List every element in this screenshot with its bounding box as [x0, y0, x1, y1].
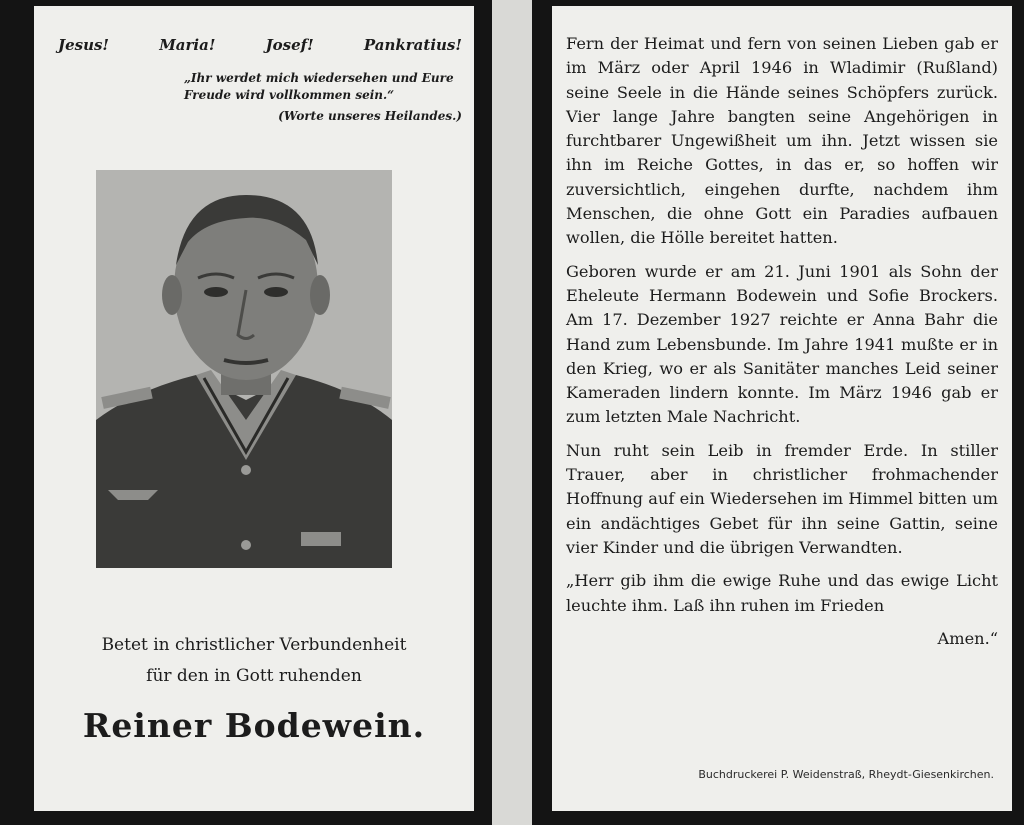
saints-heading: [58, 36, 462, 54]
left-card: [0, 0, 492, 825]
quote-source: (Worte unseres Heilandes.): [278, 109, 462, 123]
amen: Amen.“: [937, 628, 998, 648]
right-page: [552, 6, 1012, 811]
printer-imprint: Buchdruckerei P. Weidenstraß, Rheydt-Giesenkirchen.: [698, 768, 994, 781]
paragraph-mourning: Nun ruht sein Leib in fremder Erde. In stiller Trauer, aber in christlicher frohmachender Hoffnung auf ein Wiedersehen im Himmel bitten um ein andächtiges Gebet für ihn seine Gattin, seine vier Kinder und die übrigen Verwandten.: [566, 440, 998, 557]
right-card: [532, 0, 1024, 825]
obituary-text: [566, 32, 998, 651]
scripture-quote: „Ihr werdet mich wiedersehen und Eure Freude wird vollkommen sein.“: [184, 71, 454, 102]
left-page: [34, 6, 474, 811]
closing-prayer: „Herr gib ihm die ewige Ruhe und das ewige Licht leuchte ihm. Laß ihn ruhen im Frieden: [566, 571, 998, 615]
prayer-invocation: [34, 630, 474, 692]
prayer-line-2: für den in Gott ruhenden: [146, 666, 362, 686]
paragraph-death: Fern der Heimat und fern von seinen Lieben gab er im März oder April 1946 in Wladimir (Rußland) seine Seele in die Hände seines Schöpfers zurück. Vier lange Jahre bangten seine Angehörigen in furchtbarer Ungewißheit um ihn. Jetzt wissen sie ihn im Reiche Gottes, in das er, so hoffen wir zuversichtlich, eingehen durfte, nachdem ihm Menschen, die ohne Gott ein Paradies aufbauen wollen, die Hölle bereitet hatten.: [566, 34, 998, 248]
card-gap: [492, 0, 532, 825]
saint-jesus: Jesus!: [58, 36, 110, 54]
portrait-icon: [96, 170, 392, 568]
prayer-line-1: Betet in christlicher Verbundenheit: [101, 635, 407, 655]
saint-maria: Maria!: [159, 36, 216, 54]
paragraph-life: Geboren wurde er am 21. Juni 1901 als Sohn der Eheleute Hermann Bodewein und Sofie Brockers. Am 17. Dezember 1927 reichte er Anna Bahr die Hand zum Lebensbunde. Im Jahre 1941 mußte er in den Krieg, wo er als Sanitäter manches Leid seiner Kameraden lindern konnte. Im März 1946 gab er zum letzten Male Nachricht.: [566, 261, 998, 427]
saint-josef: Josef!: [265, 36, 314, 54]
saint-pankratius: Pankratius!: [363, 36, 462, 54]
deceased-name: Reiner Bodewein.: [82, 706, 426, 745]
portrait-photo: [96, 170, 392, 568]
